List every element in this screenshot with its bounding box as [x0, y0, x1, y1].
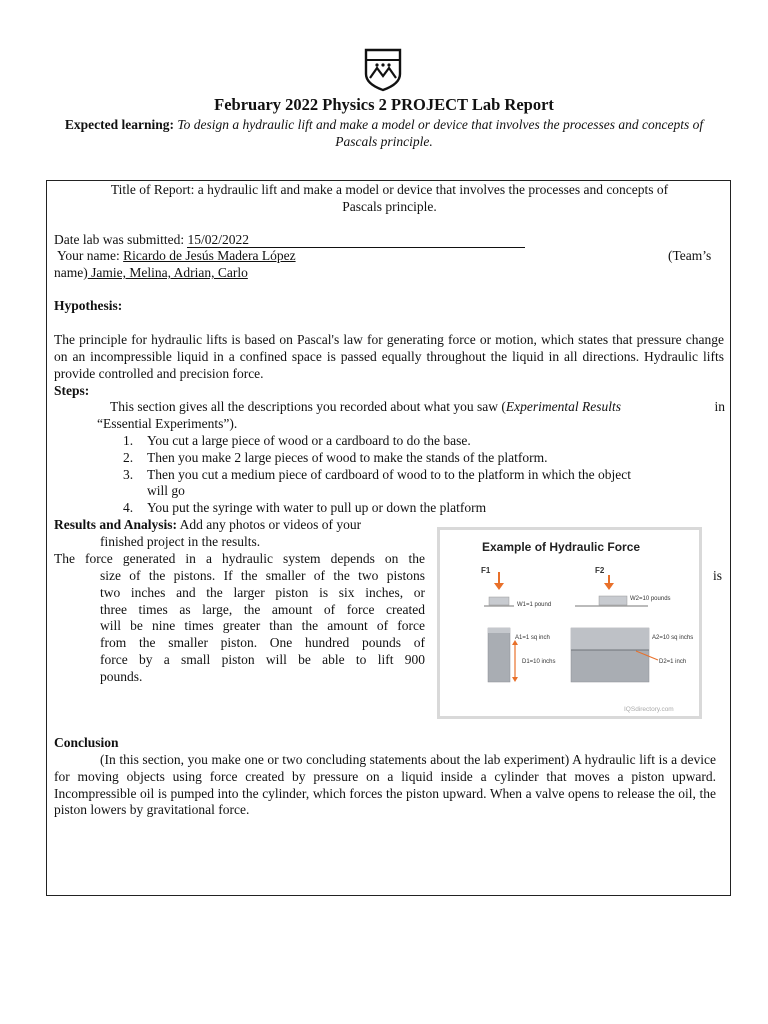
force-line: pounds.	[100, 668, 143, 684]
force-line: will be nine times greater than the amount of force	[100, 618, 425, 634]
f1-arrow-head	[494, 583, 504, 590]
step-text-line-1: Then you cut a medium piece of cardboard of wood to to the platform in which the object	[147, 466, 631, 482]
report-title: February 2022 Physics 2 PROJECT Lab Report	[214, 95, 554, 114]
expected-learning	[46, 116, 722, 150]
force-line: three times as large, the amount of force created	[100, 601, 425, 617]
step-number: 2.	[123, 449, 134, 465]
steps-intro-emphasis: Experimental Results	[505, 399, 622, 414]
report-title-field	[47, 182, 732, 216]
report-title-line-2: Pascals principle.	[342, 198, 437, 214]
small-cylinder	[488, 628, 510, 682]
f2-label: F2	[595, 566, 605, 575]
expected-learning-text: To design a hydraulic lift and make a model or device that involves the processes and concepts of Pascals principle.	[177, 117, 704, 149]
steps-heading: Steps:	[54, 383, 90, 398]
w1-label: W1=1 pound	[517, 602, 552, 608]
d1-arrow-bottom	[512, 677, 518, 682]
hydraulic-force-figure	[437, 527, 702, 719]
step-number: 1.	[123, 433, 134, 448]
a2-label: A2=10 sq inchs	[652, 635, 694, 641]
force-line: size of the pistons. If the smaller of the two pistons	[100, 568, 425, 583]
step-item	[123, 433, 726, 450]
hypothesis-heading: Hypothesis:	[54, 298, 123, 313]
hydraulic-diagram	[440, 530, 699, 716]
steps-intro-line-2: “Essential Experiments”).	[97, 416, 238, 431]
force-paragraph	[100, 568, 425, 686]
steps-list	[123, 433, 726, 517]
report-title-line-1: Title of Report: a hydraulic lift and make a model or device that involves the processes and concepts of	[110, 182, 669, 197]
figure-title: Example of Hydraulic Force	[482, 540, 641, 554]
w2-label: W2=10 pounds	[630, 596, 671, 602]
step-text: Then you make 2 large pieces of wood to make the stands of the platform.	[147, 449, 548, 465]
d1-label: D1=10 inchs	[522, 659, 556, 665]
a1-label: A1=1 sq inch	[515, 635, 550, 641]
team-value: Jamie, Melina, Adrian, Carlo	[87, 265, 248, 280]
force-line: force by a small piston will be able to lift 900	[100, 651, 425, 667]
f2-arrow-head	[604, 583, 614, 590]
team-field	[54, 265, 248, 282]
team-label-1: (Team’s	[668, 248, 712, 263]
step-text: You put the syringe with water to pull up or down the platform	[147, 500, 487, 516]
team-label-2: name)	[54, 265, 88, 280]
name-label: Your name:	[57, 248, 120, 263]
step-text: You cut a large piece of wood or a cardboard to do the base.	[147, 433, 471, 448]
school-crest-logo	[362, 46, 404, 92]
date-value: 15/02/2022	[187, 233, 525, 248]
expected-learning-label: Expected learning:	[64, 117, 174, 132]
steps-intro-part-1: This section gives all the descriptions you recorded about what you saw (	[110, 399, 506, 414]
step-text-line-2: will go	[147, 483, 185, 499]
date-label: Date lab was submitted:	[54, 232, 185, 247]
results-line-2: finished project in the results.	[100, 534, 261, 549]
w2-weight	[599, 596, 627, 605]
w1-weight	[489, 597, 509, 605]
figure-credit: IQSdirectory.com	[624, 706, 674, 713]
conclusion-heading: Conclusion	[54, 735, 119, 750]
force-line-1: The force generated in a hydraulic system depends on the	[54, 551, 425, 566]
step-item	[123, 467, 726, 501]
small-piston-top	[488, 628, 510, 633]
results-heading: Results and Analysis:	[54, 517, 178, 532]
stray-is-text: is	[713, 568, 723, 583]
steps-intro-part-2: in	[714, 399, 725, 414]
step-number: 3.	[123, 466, 134, 482]
name-value: Ricardo de Jesús Madera López	[123, 248, 296, 263]
large-cylinder-upper	[571, 628, 649, 650]
force-line: two inches and the larger piston is six inches, or	[100, 584, 425, 600]
d2-label: D2=1 inch	[659, 659, 687, 665]
results-line-1	[54, 517, 425, 534]
hypothesis-text: The principle for hydraulic lifts is based on Pascal's law for generating force or motion, which states that pressure change on an incompressible liquid in a confined space is passed equally throughout the liquid in all directions. Hydraulic lifts provide controlled and precision force.	[54, 332, 724, 381]
name-field	[57, 248, 296, 265]
date-field	[54, 232, 525, 249]
results-text: Add any photos or videos of your	[177, 517, 362, 532]
f1-label: F1	[481, 566, 491, 575]
force-line: from the smaller piston. One hundred pounds of	[100, 635, 425, 651]
step-item	[123, 500, 726, 517]
step-item	[123, 450, 726, 467]
conclusion-text: (In this section, you make one or two concluding statements about the lab experiment) A hydraulic lift is a device for moving objects using force created by pressure on a liquid inside a cylinder that moves a piston upward. Incompressible oil is pumped into the cylinder, which forces the piston upward. When a valve opens to release the oil, the piston lowers by gravitational force.	[54, 752, 716, 818]
steps-intro	[110, 399, 725, 416]
step-number: 4.	[123, 500, 134, 516]
step-text	[147, 467, 631, 501]
